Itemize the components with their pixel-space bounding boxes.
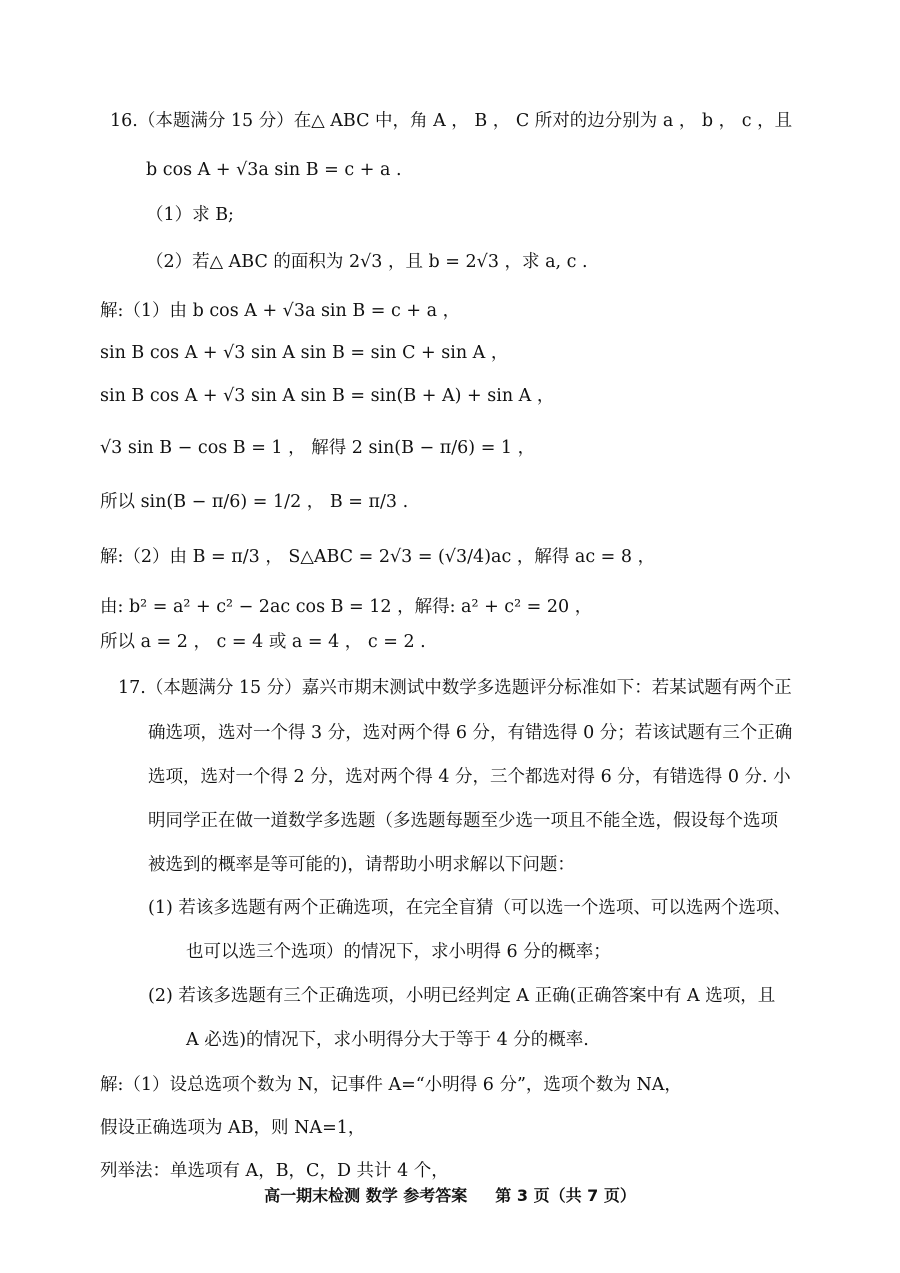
sol17-line-2: 假设正确选项为 AB，则 NA=1， (100, 1118, 366, 1138)
q16-stem: 16.（本题满分 15 分）在△ ABC 中，角 A ， B ， C 所对的边分别为 a ， b ， c ，且 (110, 111, 793, 131)
q17-line-3: 选项，选对一个得 2 分，选对两个得 4 分，三个都选对得 6 分，有错选得 0 分. 小 (148, 767, 791, 787)
q17-line-2: 确选项，选对一个得 3 分，选对两个得 6 分，有错选得 0 分；若该试题有三个正确 (148, 723, 793, 743)
footer-page-number: 第 3 页（共 7 页） (495, 1186, 636, 1205)
sol16-line-7: 由: b² = a² + c² − 2ac cos B = 12 ，解得: a² + c² = 20 ， (100, 597, 593, 617)
q17-line-5: 被选到的概率是等可能的)，请帮助小明求解以下问题： (148, 855, 575, 875)
q17-line-4: 明同学正在做一道数学多选题（多选题每题至少选一项且不能全选，假设每个选项 (148, 811, 778, 831)
q16-part2: （2）若△ ABC 的面积为 2√3 ，且 b = 2√3 ，求 a, c . (146, 252, 588, 272)
sol16-line-8: 所以 a = 2 ， c = 4 或 a = 4 ， c = 2 . (100, 632, 426, 652)
sol16-line-5: 所以 sin(B − π/6) = 1/2 ， B = π/3 . (100, 492, 409, 512)
sol16-line-6: 解:（2）由 B = π/3 ， S△ABC = 2√3 = (√3/4)ac ，解得 ac = 8 ， (100, 547, 656, 567)
q17-part1-line-2: 也可以选三个选项）的情况下，求小明得 6 分的概率； (186, 942, 611, 962)
sol16-line-1: 解:（1）由 b cos A + √3a sin B = c + a ， (100, 301, 461, 321)
footer-title: 高一期末检测 数学 参考答案 (264, 1186, 468, 1205)
sol16-line-4: √3 sin B − cos B = 1 ， 解得 2 sin(B − π/6) = 1 ， (100, 438, 536, 458)
q17-part1-line-1: (1) 若该多选题有两个正确选项，在完全盲猜（可以选一个选项、可以选两个选项、 (148, 898, 791, 918)
q16-part1: （1）求 B; (146, 205, 234, 225)
sol17-line-3: 列举法：单选项有 A，B，C，D 共计 4 个， (100, 1161, 449, 1181)
sol17-line-1: 解:（1）设总选项个数为 N，记事件 A=“小明得 6 分”，选项个数为 NA， (100, 1075, 682, 1095)
page-footer (0, 1183, 900, 1206)
q17-part2-line-1: (2) 若该多选题有三个正确选项，小明已经判定 A 正确(正确答案中有 A 选项，且 (148, 986, 776, 1006)
q17-part2-line-2: A 必选)的情况下，求小明得分大于等于 4 分的概率. (186, 1030, 589, 1050)
q16-equation: b cos A + √3a sin B = c + a . (146, 160, 402, 180)
sol16-line-3: sin B cos A + √3 sin A sin B = sin(B + A) + sin A ， (100, 386, 555, 406)
sol16-line-2: sin B cos A + √3 sin A sin B = sin C + sin A ， (100, 343, 509, 363)
q17-line-1: 17.（本题满分 15 分）嘉兴市期末测试中数学多选题评分标准如下：若某试题有两个正 (118, 678, 792, 698)
